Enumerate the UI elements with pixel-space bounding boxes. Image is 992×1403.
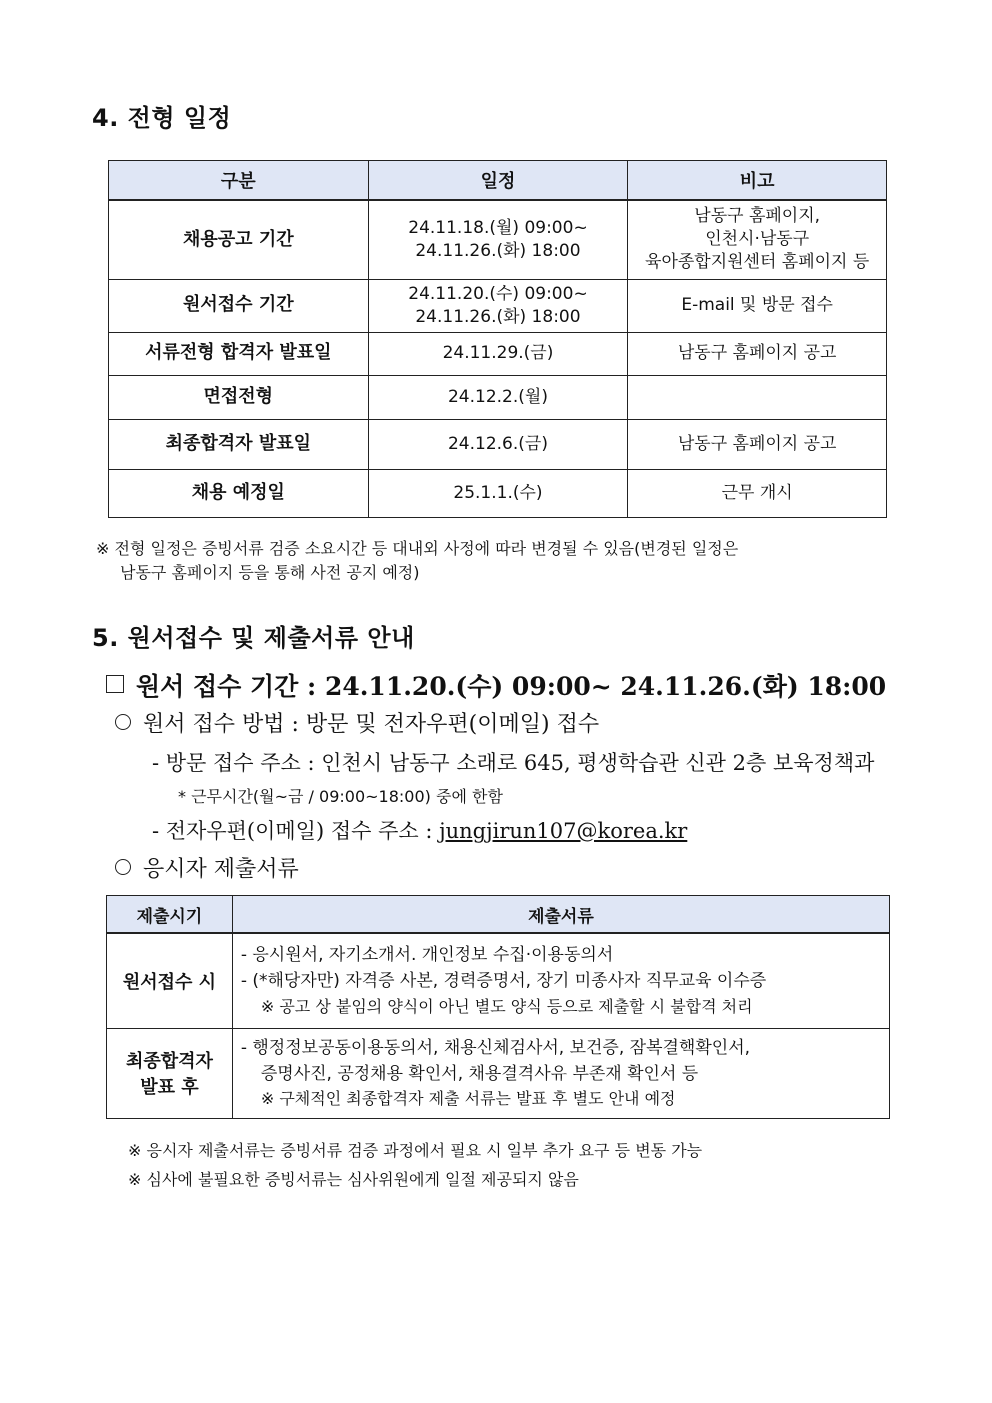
section4-title: 4. 전형 일정 <box>92 104 232 132</box>
docs-header-documents: 제출서류 <box>232 896 889 934</box>
row-label: 채용공고 기간 <box>109 200 369 279</box>
schedule-line: 24.11.20.(수) 09:00~ <box>408 283 588 304</box>
work-hours: * 근무시간(월~금 / 09:00~18:00) 중에 한함 <box>178 787 503 806</box>
note-line: 육아종합지원센터 홈페이지 등 <box>645 252 870 273</box>
table-row <box>109 332 887 375</box>
row-schedule <box>368 279 628 332</box>
schedule-header-date: 일정 <box>368 161 628 201</box>
row-note <box>628 200 887 279</box>
circle-bullet-icon <box>115 714 131 730</box>
row-note: 남동구 홈페이지 공고 <box>628 419 887 469</box>
docs-row-label: 원서접수 시 <box>107 933 233 1028</box>
docs-sub-note: ※ 구체적인 최종합격자 제출 서류는 발표 후 별도 안내 예정 <box>260 1089 676 1109</box>
application-period <box>106 667 886 703</box>
docs-label-line: 최종합격자 <box>125 1051 213 1073</box>
section5-title: 5. 원서접수 및 제출서류 안내 <box>92 624 415 652</box>
schedule-line: 24.11.18.(월) 09:00~ <box>408 217 588 238</box>
visit-address: - 방문 접수 주소 : 인천시 남동구 소래로 645, 평생학습관 신관 2층 보육정책과 <box>152 751 875 775</box>
docs-item: - (*해당자만) 자격증 사본, 경력증명서, 장기 미종사자 직무교육 이수증 <box>240 971 767 992</box>
application-period-text: 원서 접수 기간 : 24.11.20.(수) 09:00~ 24.11.26.(화) 18:00 <box>136 672 887 701</box>
row-label: 면접전형 <box>109 375 369 419</box>
schedule-line: 24.11.26.(화) 18:00 <box>415 240 581 261</box>
docs-title <box>115 852 299 883</box>
row-schedule: 24.12.2.(월) <box>368 375 628 419</box>
note-line: 인천시·남동구 <box>705 229 810 250</box>
schedule-header-note: 비고 <box>628 161 887 201</box>
footnote-1: ※ 응시자 제출서류는 증빙서류 검증 과정에서 필요 시 일부 추가 요구 등 변동 가능 <box>128 1141 703 1160</box>
table-row <box>109 375 887 419</box>
docs-header-row <box>107 896 890 934</box>
schedule-note-line1: ※ 전형 일정은 증빙서류 검증 소요시간 등 대내외 사정에 따라 변경될 수 있음(변경된 일정은 <box>96 539 739 558</box>
schedule-header-row <box>109 161 887 201</box>
docs-item: - 응시원서, 자기소개서. 개인정보 수집·이용동의서 <box>240 945 614 965</box>
row-schedule: 24.12.6.(금) <box>368 419 628 469</box>
row-note: 남동구 홈페이지 공고 <box>628 332 887 375</box>
table-row <box>107 933 890 1028</box>
docs-header-timing: 제출시기 <box>107 896 233 934</box>
schedule-header-category: 구분 <box>109 161 369 201</box>
table-row <box>109 200 887 279</box>
row-label: 원서접수 기간 <box>109 279 369 332</box>
email-label: - 전자우편(이메일) 접수 주소 : <box>152 819 440 843</box>
docs-row-items <box>232 933 889 1028</box>
documents-table <box>106 895 890 1119</box>
row-note <box>628 375 887 419</box>
note-line: 남동구 홈페이지, <box>694 206 821 227</box>
footnote-2: ※ 심사에 불필요한 증빙서류는 심사위원에게 일절 제공되지 않음 <box>128 1170 579 1189</box>
row-note: E-mail 및 방문 접수 <box>628 279 887 332</box>
docs-title-text: 응시자 제출서류 <box>143 857 299 882</box>
email-link[interactable]: jungjirun107@korea.kr <box>439 819 688 843</box>
schedule-table <box>108 160 887 518</box>
circle-bullet-icon <box>115 859 131 875</box>
schedule-note-line2: 남동구 홈페이지 등을 통해 사전 공지 예정) <box>120 563 420 582</box>
table-row <box>107 1028 890 1118</box>
checkbox-square-icon <box>106 675 124 693</box>
row-schedule <box>368 200 628 279</box>
application-method <box>115 707 599 738</box>
row-schedule: 25.1.1.(수) <box>368 469 628 517</box>
row-label: 서류전형 합격자 발표일 <box>109 332 369 375</box>
schedule-line: 24.11.26.(화) 18:00 <box>415 306 581 327</box>
row-label: 채용 예정일 <box>109 469 369 517</box>
application-method-text: 원서 접수 방법 : 방문 및 전자우편(이메일) 접수 <box>143 712 600 737</box>
docs-item: 증명사진, 공정채용 확인서, 채용결격사유 부존재 확인서 등 <box>260 1063 699 1084</box>
table-row <box>109 279 887 332</box>
row-label: 최종합격자 발표일 <box>109 419 369 469</box>
docs-row-items <box>232 1028 889 1118</box>
docs-item: - 행정정보공동이용동의서, 채용신체검사서, 보건증, 잠복결핵확인서, <box>240 1037 751 1058</box>
schedule-note <box>96 537 896 585</box>
email-address-line <box>152 815 687 845</box>
table-row <box>109 419 887 469</box>
docs-row-label <box>107 1028 233 1118</box>
docs-label-line: 발표 후 <box>140 1077 199 1099</box>
row-note: 근무 개시 <box>628 469 887 517</box>
row-schedule: 24.11.29.(금) <box>368 332 628 375</box>
table-row <box>109 469 887 517</box>
docs-sub-note: ※ 공고 상 붙임의 양식이 아닌 별도 양식 등으로 제출할 시 불합격 처리 <box>260 996 753 1016</box>
